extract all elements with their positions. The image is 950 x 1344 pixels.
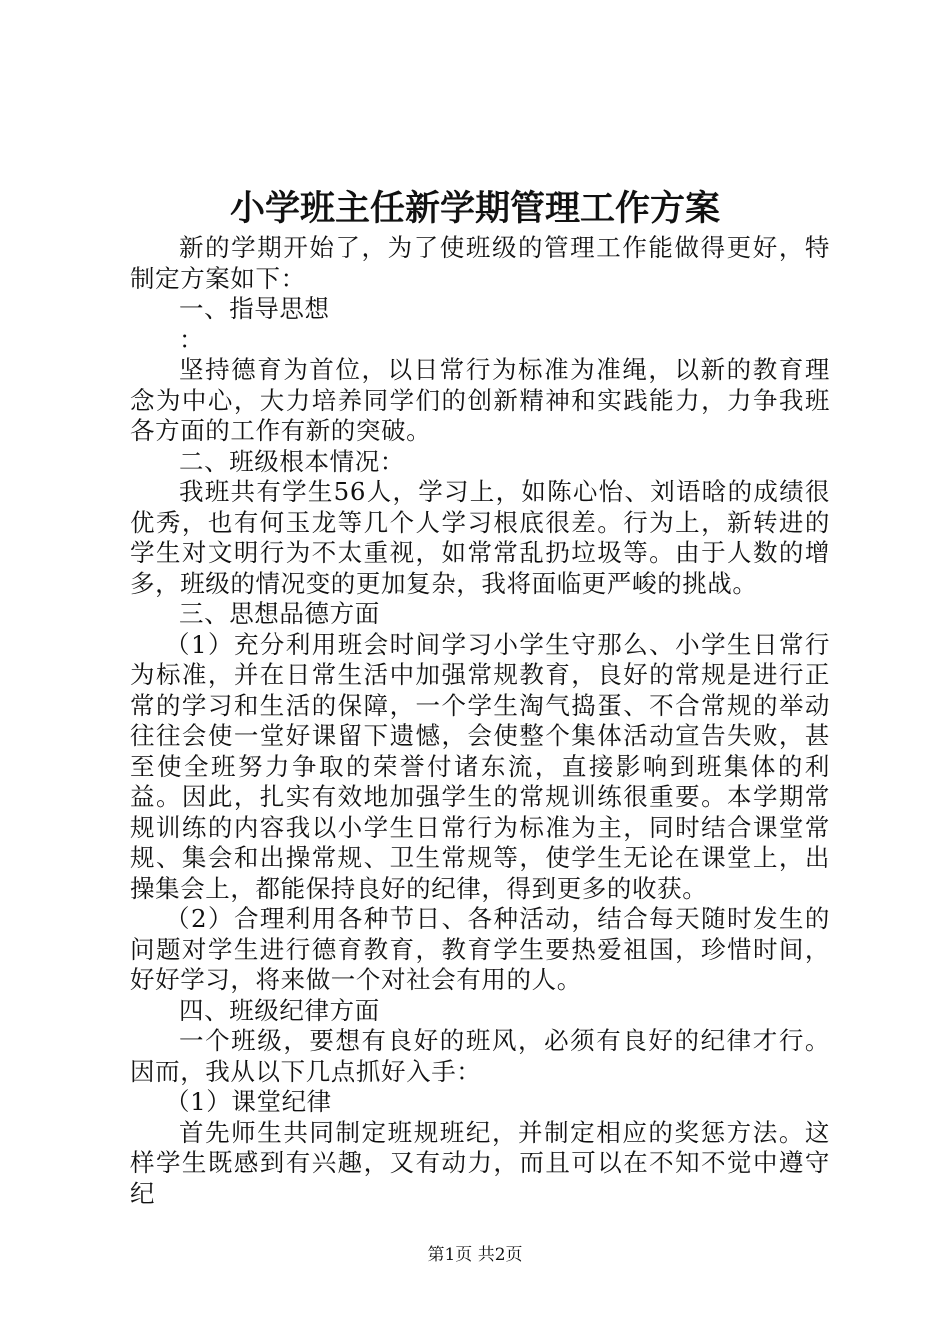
section-heading-guiding-thought: 一、指导思想: [179, 294, 330, 323]
document-title: 小学班主任新学期管理工作方案: [229, 188, 720, 229]
guiding-thought-paragraph: 坚持德育为首位，以日常行为标准为准绳，以新的教育理念为中心，大力培养同学们的创新精神和实践能力，力争我班各方面的工作有新的突破。: [130, 355, 830, 445]
page-number-footer: 第1页 共2页: [427, 1245, 523, 1265]
section-heading-moral-education: 三、思想品德方面: [179, 599, 380, 628]
document-body: [130, 233, 830, 1209]
intro-paragraph: 新的学期开始了，为了使班级的管理工作能做得更好，特制定方案如下：: [130, 233, 830, 293]
moral-education-item-1: （1）充分利用班会时间学习小学生守那么、小学生日常行为标准，并在日常生活中加强常规教育，良好的常规是进行正常的学习和生活的保障，一个学生淘气捣蛋、不合常规的举动往往会使一堂好课留下遗憾，会使整个集体活动宣告失败，甚至使全班努力争取的荣誉付诸东流，直接影响到班集体的利益。因此，扎实有效地加强学生的常规训练很重要。本学期常规训练的内容我以小学生日常行为标准为主，同时结合课堂常规、集会和出操常规、卫生常规等，使学生无论在课堂上，出操集会上，都能保持良好的纪律，得到更多的收获。: [130, 629, 830, 903]
moral-education-item-2: （2）合理利用各种节日、各种活动，结合每天随时发生的问题对学生进行德育教育，教育学生要热爱祖国，珍惜时间，好好学习，将来做一个对社会有用的人。: [130, 904, 830, 994]
classroom-discipline-paragraph: 首先师生共同制定班规班纪，并制定相应的奖惩方法。这样学生既感到有兴趣，又有动力，而且可以在不知不觉中遵守纪: [130, 1117, 830, 1208]
section-heading-discipline: 四、班级纪律方面: [179, 995, 380, 1025]
subheading-classroom-discipline: （1）课堂纪律: [165, 1087, 332, 1116]
discipline-intro-paragraph: 一个班级，要想有良好的班风，必须有良好的纪律才行。因而，我从以下几点抓好入手：: [130, 1026, 830, 1086]
section-heading-class-situation: 二、班级根本情况：: [179, 446, 405, 476]
class-situation-paragraph: 我班共有学生56人，学习上，如陈心怡、刘语晗的成绩很优秀，也有何玉龙等几个人学习根底很差。行为上，新转进的学生对文明行为不太重视，如常常乱扔垃圾等。由于人数的增多，班级的情况变的更加复杂，我将面临更严峻的挑战。: [130, 477, 830, 598]
stray-colon-line: ：: [179, 324, 205, 354]
